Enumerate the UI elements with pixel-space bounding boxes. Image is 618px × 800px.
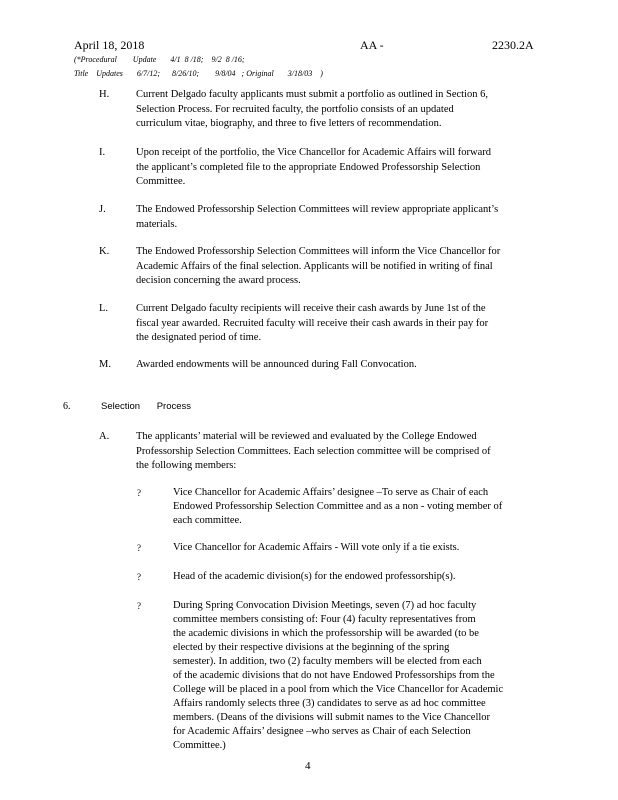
item-text — [136, 146, 548, 190]
item-letter: I. — [99, 147, 106, 158]
item-line: Upon receipt of the portfolio, the Vice Chancellor for Academic Affairs will forward — [136, 147, 491, 158]
item-line: The applicants’ material will be reviewed and evaluated by the College Endowed — [136, 431, 477, 442]
bullet-marker: ? — [137, 572, 141, 582]
bullet-line: committee members consisting of: Four (4) faculty representatives from — [173, 614, 476, 625]
item-letter: J. — [99, 204, 106, 215]
bullet-line: Vice Chancellor for Academic Affairs’ designee –To serve as Chair of each — [173, 487, 489, 498]
item-letter: L. — [99, 303, 109, 314]
header-policy-number: 2230.2A — [492, 38, 534, 52]
item-line: The Endowed Professorship Selection Committees will inform the Vice Chancellor for — [136, 246, 501, 257]
item-line: Professorship Selection Committees. Each selection committee will be comprised of — [136, 445, 491, 457]
item-text — [136, 430, 548, 474]
item-line: curriculum vitae, biography, and three to five letters of recommendation. — [136, 118, 442, 129]
bullet-line: of the academic divisions that do not have Endowed Professorships from the — [173, 670, 495, 681]
item-letter: M. — [99, 359, 111, 370]
header-policy-code: AA - — [360, 38, 384, 52]
bullet-line: College will be placed in a pool from which the Vice Chancellor for Academic — [173, 684, 504, 695]
item-text — [136, 245, 548, 289]
bullet-line: During Spring Convocation Division Meetings, seven (7) ad hoc faculty — [173, 600, 477, 611]
bullet-line: for Academic Affairs’ designee –who serves as Chair of each Selection — [173, 726, 471, 737]
section-title: Selection Process — [101, 401, 192, 412]
bullet-text — [173, 486, 545, 528]
item-text — [136, 203, 548, 232]
bullet-line: Affairs randomly selects three (3) candidates to serve as ad hoc committee — [173, 698, 486, 709]
bullet-marker: ? — [137, 543, 141, 553]
bullet-line: semester). In addition, two (2) faculty members will be elected from each — [173, 656, 482, 667]
item-line: the following members: — [136, 460, 237, 471]
item-line: The Endowed Professorship Selection Committees will review appropriate applicant’s — [136, 204, 499, 215]
section-number: 6. — [63, 401, 71, 412]
bullet-line: Committee.) — [173, 740, 226, 751]
bullet-text — [173, 570, 545, 584]
item-letter: K. — [99, 246, 110, 257]
bullet-marker: ? — [137, 601, 141, 611]
bullet-line: the academic divisions in which the professorship will be awarded (to be — [173, 628, 479, 639]
item-text — [136, 302, 548, 346]
bullet-text — [173, 599, 545, 753]
bullet-line: Head of the academic division(s) for the endowed professorship(s). — [173, 571, 456, 582]
item-line: Awarded endowments will be announced during Fall Convocation. — [136, 359, 417, 370]
bullet-line: Vice Chancellor for Academic Affairs - Will vote only if a tie exists. — [173, 542, 460, 553]
item-letter: H. — [99, 89, 110, 100]
item-line: Academic Affairs of the final selection. Applicants will be notified in writing of final — [136, 260, 493, 272]
header-procedural-update: (*Procedural Update 4/1 8 /18; 9/2 8 /16; — [74, 55, 245, 64]
item-line: fiscal year awarded. Recruited faculty will receive their cash awards in their pay for — [136, 317, 489, 329]
item-line: Current Delgado faculty applicants must submit a portfolio as outlined in Section 6, — [136, 89, 488, 100]
item-line: the applicant’s completed file to the appropriate Endowed Professorship Selection — [136, 161, 481, 173]
page-number: 4 — [305, 760, 311, 772]
header-date: April 18, 2018 — [74, 38, 145, 52]
bullet-line: each committee. — [173, 515, 242, 526]
bullet-text — [173, 541, 545, 555]
bullet-line: members. (Deans of the divisions will submit names to the Vice Chancellor — [173, 712, 491, 723]
item-text — [136, 358, 548, 373]
item-line: the designated period of time. — [136, 332, 262, 343]
item-line: materials. — [136, 218, 178, 230]
bullet-marker: ? — [137, 488, 141, 498]
header-title-updates: Title Updates 6/7/12; 8/26/10; 9/8/04 ; Original 3/18/03 ) — [74, 69, 323, 78]
item-line: decision concerning the award process. — [136, 275, 301, 286]
bullet-line: Endowed Professorship Selection Committee and as a non - voting member of — [173, 501, 503, 512]
item-text — [136, 88, 548, 132]
item-line: Selection Process. For recruited faculty, the portfolio consists of an updated — [136, 103, 454, 115]
item-line: Current Delgado faculty recipients will receive their cash awards by June 1st of the — [136, 303, 486, 314]
item-letter: A. — [99, 431, 110, 442]
bullet-line: elected by their respective divisions at the beginning of the spring — [173, 642, 450, 653]
item-line: Committee. — [136, 176, 186, 187]
